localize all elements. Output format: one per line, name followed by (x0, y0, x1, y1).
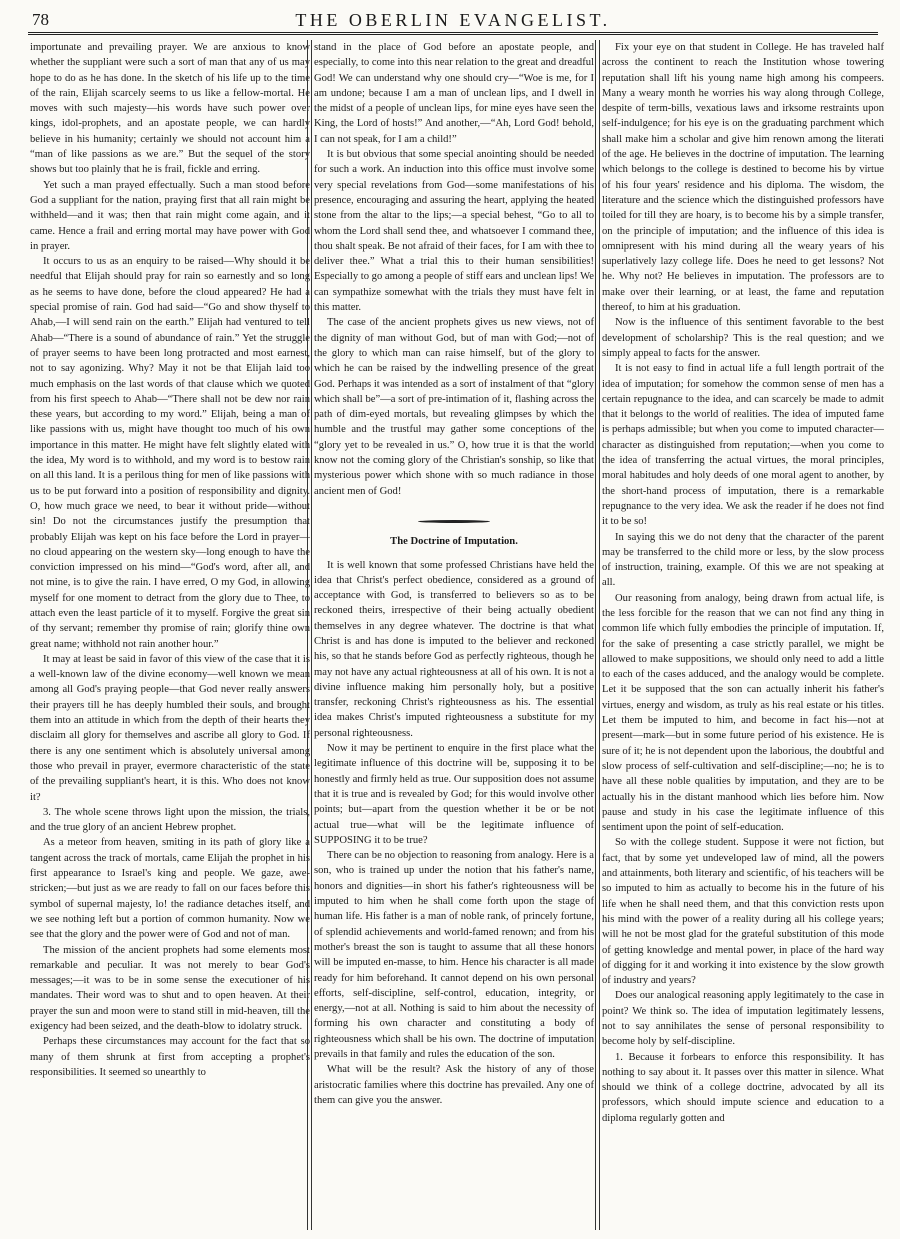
column-2 (314, 40, 594, 1230)
paragraph: What will be the result? Ask the history of any of those aristocratic families where this doctrine has prevailed. Any one of them can give you the answer. (314, 1064, 594, 1106)
column-rule (595, 40, 600, 1230)
paragraph: Now it may be pertinent to enquire in the first place what the legitimate influence of this doctrine will be, supposing it to be honestly and firmly held as true. Our supposition does not assume that it is true and is revealed by God; for this would involve other points; but—apart from the question whether it be or be not actual true—what will be the legitimate influence of SUPPOSING it to be true? (314, 743, 594, 846)
paragraph: It is well known that some professed Christians have held the idea that Christ's perfect obedience, considered as a ground of acceptance with God, is transferred to believers so as to be reckoned theirs, irrespective of their being actually obedient themselves in any degree whatever. The doctrine is that what Christ is and has done is imputed to the believer and reckoned his, so that he stands before God as perfectly righteous, though he may not have any actual righteousness at all of his own. It is not a divine influence making him personally holy, but a positive transfer, reckoning Christ's righteousness as his. The essential idea makes Christ's imputed righteousness a substitute for my personal righteousness. (314, 559, 594, 739)
paragraph: It may at least be said in favor of this view of the case that it is a well-known law of the divine economy—well known we mean among all God's praying people—that God never really answers their prayers till he has deeply humbled their souls, and brought them into an attitude in which from the depth of their hearts they disclaim all glory for themselves and ascribe all glory to God. If there is any one sentiment which is absolutely universal among those who prevail in prayer, evermore characteristic of the state of the prevailing suppliant's heart, it is this. Who does not know it? (30, 653, 310, 803)
paragraph: Perhaps these circumstances may account for the fact that so many of them shrunk at first from accepting a prophet's responsibilities. It seemed so unearthly to (30, 1036, 310, 1078)
paragraph: In saying this we do not deny that the character of the parent may be transferred to the child more or less, by the slow process of instruction, training, example. Of this we are not speaking at all. (602, 531, 884, 589)
column-1 (30, 40, 310, 1230)
paragraph: importunate and prevailing prayer. We are anxious to know whether the suppliant were such a sort of man that any of us may hope to do as he has done. In the sketch of his life up to the time of the rain, Elijah scarcely seems to us like a fellow-mortal. He moves with such majesty—his words have such power over kings, idol-prophets, and an apostate people, we can hardly believe in his humanity; certainly we should not account him a “man of like passions as we are.” But the sequel of the story shows but too plainly that he is frail, fickle and erring. (30, 42, 310, 176)
paragraph: stand in the place of God before an apostate people, and especially, to come into this near relation to the great and dreadful God! We can understand why one should cry—“Woe is me, for I am undone; because I am a man of unclean lips, and I dwell in the midst of a people of unclean lips, for mine eyes have seen the King, the Lord of hosts!” And another,—“Ah, Lord God! behold, I can not speak, for I am a child!” (314, 42, 594, 145)
paragraph: The mission of the ancient prophets had some elements most remarkable and peculiar. It was not merely to bear God's messages;—it was to be in some sense the executioner of his mandates. Their word was to shut and to open heaven. At their prayer the sun and moon were to stand still in mid-heaven, till the exigency had been seized, and the death-blow to idolatry struck. (30, 944, 310, 1032)
paragraph: Now is the influence of this sentiment favorable to the best development of scholarship? This is the real question; and we simply appeal to facts for the answer. (602, 317, 884, 359)
paragraph: It is but obvious that some special anointing should be needed for such a work. An induction into this office must involve some very special revelations from God—some manifestations of his presence, encouraging and assuring the heart, applying the heated stone from the altar to the lips;—a special behest, “Go to all to whom the Lord shall send thee, and whatsoever I command thee, thou shalt speak. Be not afraid of their faces, for I am with thee to deliver thee.” What a trial this to their human sensibilities! Especially to go among a people of stiff ears and unclean lips! We can sympathize somewhat with the trials they must have felt in this matter. (314, 149, 594, 314)
paragraph: Does our analogical reasoning apply legitimately to the case in point? We think so. The idea of imputation legitimately lessens, not to say annihilates the sense of personal responsibility to become holy by self-discipline. (602, 990, 884, 1048)
masthead-title: THE OBERLIN EVANGELIST. (295, 10, 611, 30)
column-3 (602, 40, 884, 1230)
paragraph: As a meteor from heaven, smiting in its path of glory like a tangent across the track of mortals, came Elijah the prophet in his first appearance to Israel's king and people. We gaze, awe-stricken;—but just as we are ready to fall on our faces before this symbol of supernal majesty, lo! the radiance detaches itself, and we see nothing left but a portion of common humanity. Now we see that the glory and the power were of God and not of man. (30, 837, 310, 941)
article-title: The Doctrine of Imputation. (390, 536, 518, 548)
page-number: 78 (32, 10, 49, 29)
column-rule (307, 40, 312, 1230)
paragraph: 1. Because it forbears to enforce this responsibility. It has nothing to say about it. It passes over this matter in silence. What should we think of a college doctrine, advocated by all its professors, which should impute science and education to a diploma regularly gotten and (602, 1051, 884, 1124)
page-header (28, 8, 878, 35)
section-divider (314, 513, 594, 528)
paragraph: So with the college student. Suppose it were not fiction, but fact, that by some yet undeveloped law of mind, all the powers and attainments, both literary and scientific, of his teachers will be so imputed to him as actually to become his in the future of his life when he shall need them, and that this conviction rests upon his mind with the power of a reality during all his college years; will he not be most glad for the grateful substitution of this mode of getting knowledge and mental power, in place of the hard way of digging for it and working it into existence by the slow growth of industry and years? (602, 837, 884, 987)
paragraph: It is not easy to find in actual life a full length portrait of the idea of imputation; for somehow the common sense of men has a certain repugnance to the idea, and can scarcely be made to admit that it belongs to the world of realities. The idea of imputed fame is perhaps admissible; but when you come to imputed character—character as distinguished from reputation;—when you come to the idea of transferring the actual virtues, the moral principles, moral habitudes and holy deeds of one moral agent to another, by the short-hand process of imputation, there is a remarkable repugnance to the very idea. We ask the reader if he does not find it to be so! (602, 363, 884, 528)
paragraph: The case of the ancient prophets gives us new views, not of the dignity of man without God, but of man with God;—not of the glory to which man can raise himself, but of the glory to which he can be raised by the indwelling presence of the great God. Perhaps it was intended as a sort of instalment of that “glory which shall be”—a sort of pre-intimation of it, flashing across the path of dim-eyed mortals, but revealing glimpses by which the humble and the trustful may gather some conceptions of the “glory yet to be revealed in us.” O, how true it is that the world know not the coming glory of the Christian's sonship, so like that mysterious power which shone with so much radiance in those ancient men of God! (314, 317, 594, 497)
paragraph: There can be no objection to reasoning from analogy. Here is a son, who is trained up under the notion that his father's name, honors and dignities—in short his father's righteousness will be imputed to him when he shall come forth upon the stage of human life. His father is a man of noble rank, of princely fortune, of splendid achievements and world-famed renown; and from his mother's breast the son is taught to assume that all these honors will be imputed en-masse, to him. Hence his character is all made ready for him beforehand. It cannot depend on his own personal efforts, self-discipline, self-control, education, integrity, or energy,—not at all. Nothing is said to him about the necessity of forming his own character and constituting a body of righteousness which shall be his own. The doctrine of imputation prevails in that family and rules the education of the son. (314, 850, 594, 1060)
paragraph: Our reasoning from analogy, being drawn from actual life, is the less forcible for the reason that we can not find any thing in common life which fully embodies the principle of imputation. If, for the sake of presenting a case strictly parallel, we might be allowed to make suppositions, we should only need to add a little to each of the cases adduced, and the analogy would be complete. Let it be supposed that the son can actually inherit his father's virtues, energy and wisdom, as truly as his real estate or his titles. Let them be imputed to him, and become in fact his—not at present—mark—but in some future period of his existence. He is sure of it; he is not dependent upon the laborious, the doubtful and slow process of self-cultivation and self-discipline;—no; he is to have all these noble qualities by imputation, and they are to be actually his in the distant manhood which lies before him. Now pause and study in his case the legitimate influence of this sentiment upon the point of self-education. (602, 592, 884, 834)
paragraph: Fix your eye on that student in College. He has traveled half across the continent to reach the Institution whose towering reputation shall lift his young name high among his compeers. Many a weary month he worries his way along through College, despite of term-bills, vexatious laws and irksome restraints upon self-indulgence; for his eye is on the graduating parchment which shall make him a scholar and give him renown among the literati of the age. He believes in the doctrine of imputation. The learning which belongs to the college is destined to become his by virtue of his four years' residence and his diploma. The wisdom, the literature and the science which the distinguished professors have toiled for till they are hoary, is to become his by a simple transfer, on the principle of imputation; and the influence of this idea is omnipresent with his mind during all the weary years of his superlatively lazy college life. Does he need to get lessons? Not he. Why not? He believes in imputation. The professors are to make over their learning, or at least, the fame and reputation thereof, to him at his graduation. (602, 42, 884, 314)
paragraph: Yet such a man prayed effectually. Such a man stood before God a suppliant for the nation, praying first that all rain might be withheld—and it was; then that rain might come again, and it came. Hence a frail and erring mortal may have power with God in prayer. (30, 179, 310, 252)
paragraph: It occurs to us as an enquiry to be raised—Why should it be needful that Elijah should pray for rain so earnestly and so long as he seems to have done, before the cloud appeared? He had a special promise of rain. God had said—“Go and show thyself to Ahab,—I will send rain on the earth.” Elijah had ventured to tell Ahab—“There is a sound of abundance of rain.” Yet the struggle of prayer seems to have been long protracted and most earnest, not to say agonizing. Why? May it not be that Elijah laid too much emphasis on the last words of that clause which we quoted from his first speech to Ahab—“There shall not be dew nor rain these years, but according to my word.” Elijah, being a man of like passions with us, might have thought too much of his own importance in this matter. He might have felt slightly elated with the idea, My word is to withhold, and my word is to bestow rain on all this land. It is a perilous thing for men of like passions with us to be put forward into a position of responsibility and dignity. O, how much grace we need, to bear it without pride—without sin! Do not the circumstances justify the presumption that probably Elijah was kept on his face before the Lord in prayer—no cloud appearing on the western sky—long enough to have the conviction impressed on his mind—“God's word, after all, and not mine, is to give the rain. I have erred, O my God, in allowing myself for one moment to detract from the glory due to Thee, to attach even the least particle of it to myself. Forgive the great sin of thy servant; remember thy promise of rain; glorify thine own great name; withhold not rain another hour.” (30, 256, 310, 650)
paragraph: 3. The whole scene throws light upon the mission, the trials, and the true glory of an ancient Hebrew prophet. (30, 806, 310, 834)
